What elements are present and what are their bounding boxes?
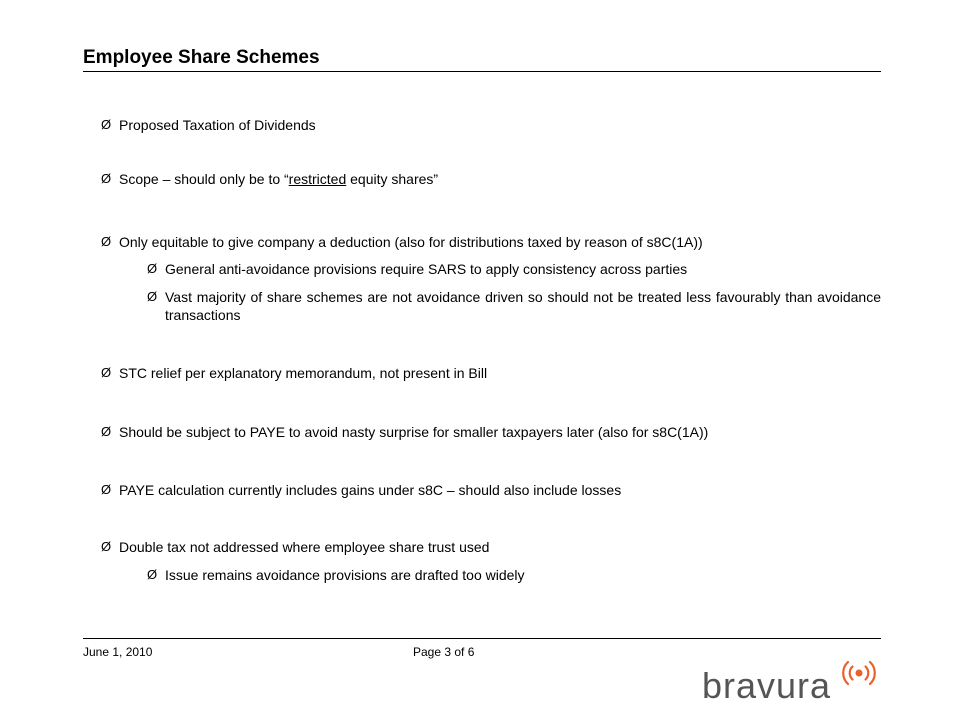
bullet-text: Only equitable to give company a deduction (also for distributions taxed by reason of s8C(1A)) [119,234,703,250]
broadcast-waves-icon [843,662,875,684]
bullet-item [101,364,881,382]
sub-bullet-item [147,288,881,324]
bullet-item [101,481,881,499]
bullet-text: Double tax not addressed where employee share trust used [119,539,490,555]
bullet-text-pre: Scope – should only be to “ [119,171,289,187]
arrow-bullet-icon: Ø [101,539,112,554]
bullet-text: Proposed Taxation of Dividends [119,117,316,133]
arrow-bullet-icon: Ø [147,261,158,276]
title-underline [83,71,881,72]
sub-bullet-item [147,566,881,584]
bullet-item [101,170,881,188]
footer-divider [83,638,881,639]
arrow-bullet-icon: Ø [101,171,112,186]
logo-wordmark: bravura [702,665,832,706]
arrow-bullet-icon: Ø [101,482,112,497]
arrow-bullet-icon: Ø [147,567,158,582]
bullet-text: Should be subject to PAYE to avoid nasty surprise for smaller taxpayers later (also for s8C(1A)) [119,424,709,440]
bullet-text-post: equity shares” [346,171,439,187]
arrow-bullet-icon: Ø [101,117,112,132]
footer-page-number: Page 3 of 6 [413,645,475,659]
underlined-word: restricted [288,171,347,187]
bullet-text: STC relief per explanatory memorandum, not present in Bill [119,365,488,381]
bullet-text: Vast majority of share schemes are not avoidance driven so should not be treated less favourably than avoidance transactions [165,289,881,323]
bullet-text [119,170,438,188]
bravura-logo [700,655,890,707]
bullet-text: PAYE calculation currently includes gains under s8C – should also include losses [119,482,622,498]
footer-date: June 1, 2010 [83,645,153,659]
bullet-text: Issue remains avoidance provisions are drafted too widely [165,567,525,583]
page-title: Employee Share Schemes [83,47,320,68]
bullet-text: General anti-avoidance provisions require SARS to apply consistency across parties [165,261,688,277]
bullet-item [101,423,881,441]
bullet-item [101,116,881,134]
arrow-bullet-icon: Ø [147,289,158,304]
arrow-bullet-icon: Ø [101,424,112,439]
arrow-bullet-icon: Ø [101,365,112,380]
arrow-bullet-icon: Ø [101,234,112,249]
bullet-item [101,233,881,251]
sub-bullet-item [147,260,881,278]
bullet-item [101,538,881,556]
